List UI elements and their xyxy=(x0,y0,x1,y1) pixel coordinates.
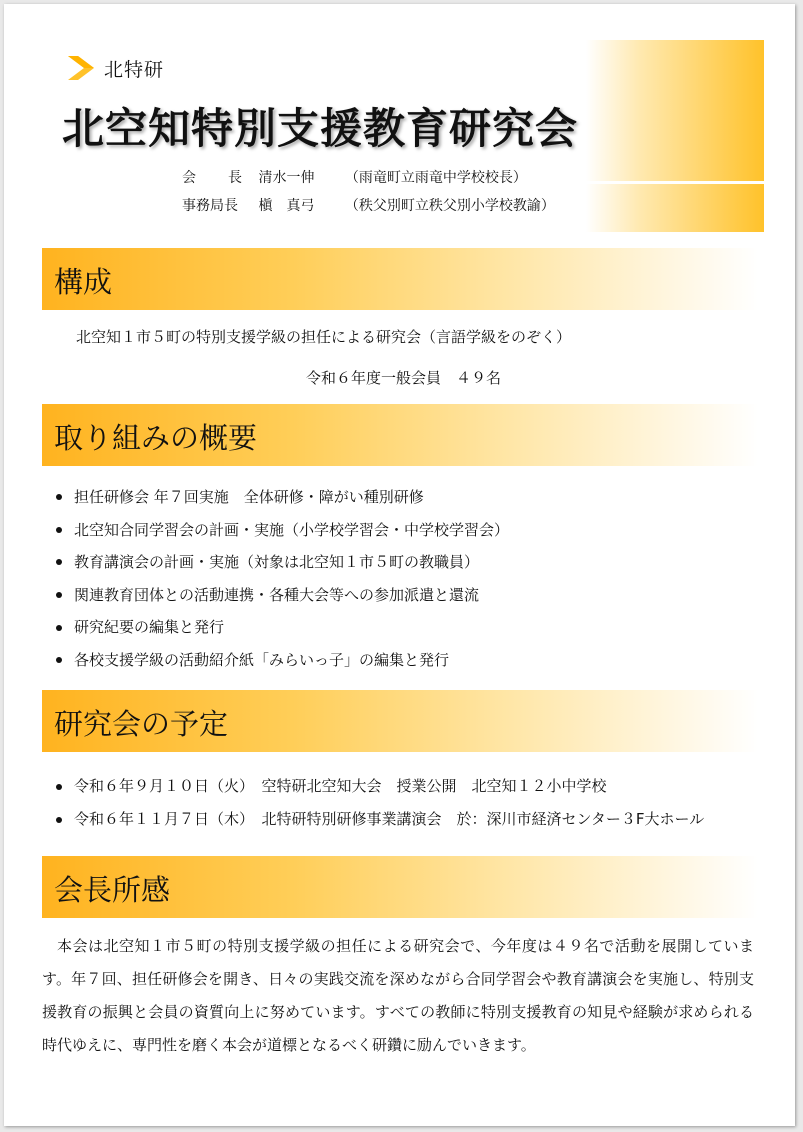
brand-name: 北特研 xyxy=(104,58,165,81)
decorative-divider-line xyxy=(586,181,764,184)
officers-list xyxy=(182,164,555,220)
officer-role: 事務局長 xyxy=(182,198,238,214)
list-item: 令和６年９月１０日（火） 空特研北空知大会 授業公開 北空知１２小中学校 xyxy=(54,770,704,803)
list-item: 教育講演会の計画・実施（対象は北空知１市５町の教職員） xyxy=(54,546,509,579)
schedule-list xyxy=(54,770,704,836)
document-page xyxy=(4,4,795,1126)
composition-description: 北空知１市５町の特別支援学級の担任による研究会（言語学級をのぞく） xyxy=(76,328,572,346)
member-count: 令和６年度一般会員 ４９名 xyxy=(306,369,502,387)
section-title: 構成 xyxy=(54,265,113,299)
list-item: 研究紀要の編集と発行 xyxy=(54,611,509,644)
brand xyxy=(66,54,164,82)
officer-row-secretary xyxy=(182,192,555,220)
officer-affiliation: （秩父別町立秩父別小学校教諭） xyxy=(344,198,555,214)
section-title: 取り組みの概要 xyxy=(54,421,258,455)
officer-row-president xyxy=(182,164,555,192)
list-item: 関連教育団体との活動連携・各種大会等への参加派遣と還流 xyxy=(54,579,509,612)
list-item: 令和６年１１月７日（木） 北特研特別研修事業講演会 於：深川市経済センター３F大ホール xyxy=(54,803,704,836)
section-title: 会長所感 xyxy=(54,873,171,907)
section-header-composition xyxy=(42,248,758,310)
brand-arrow-icon xyxy=(66,54,96,82)
overview-list xyxy=(54,481,509,677)
list-item: 担任研修会 年７回実施 全体研修・障がい種別研修 xyxy=(54,481,509,514)
president-message: 本会は北空知１市５町の特別支援学級の担任による研究会で、今年度は４９名で活動を展開しています。年７回、担任研修会を開き、日々の実践交流を深めながら合同学習会や教育講演会を実施し、特別支援教育の振興と会員の資質向上に努めています。すべての教師に特別支援教育の知見や経験が求められる時代ゆえに、専門性を磨く本会が道標となるべく研鑽に励んでいきます。 xyxy=(42,937,754,1054)
section-title: 研究会の予定 xyxy=(54,707,229,741)
officer-name: 清水一伸 xyxy=(258,170,315,186)
officer-name: 槇 真弓 xyxy=(258,198,315,214)
page-title: 北空知特別支援教育研究会 xyxy=(62,104,579,153)
list-item: 各校支援学級の活動紹介紙「みらいっ子」の編集と発行 xyxy=(54,644,509,677)
list-item: 北空知合同学習会の計画・実施（小学校学習会・中学校学習会） xyxy=(54,514,509,547)
section-header-overview xyxy=(42,404,758,466)
section-header-message xyxy=(42,856,758,918)
decorative-gradient-block xyxy=(586,40,764,232)
officer-role: 会 長 xyxy=(182,170,251,186)
officer-affiliation: （雨竜町立雨竜中学校校長） xyxy=(344,170,527,186)
section-header-schedule xyxy=(42,690,758,752)
